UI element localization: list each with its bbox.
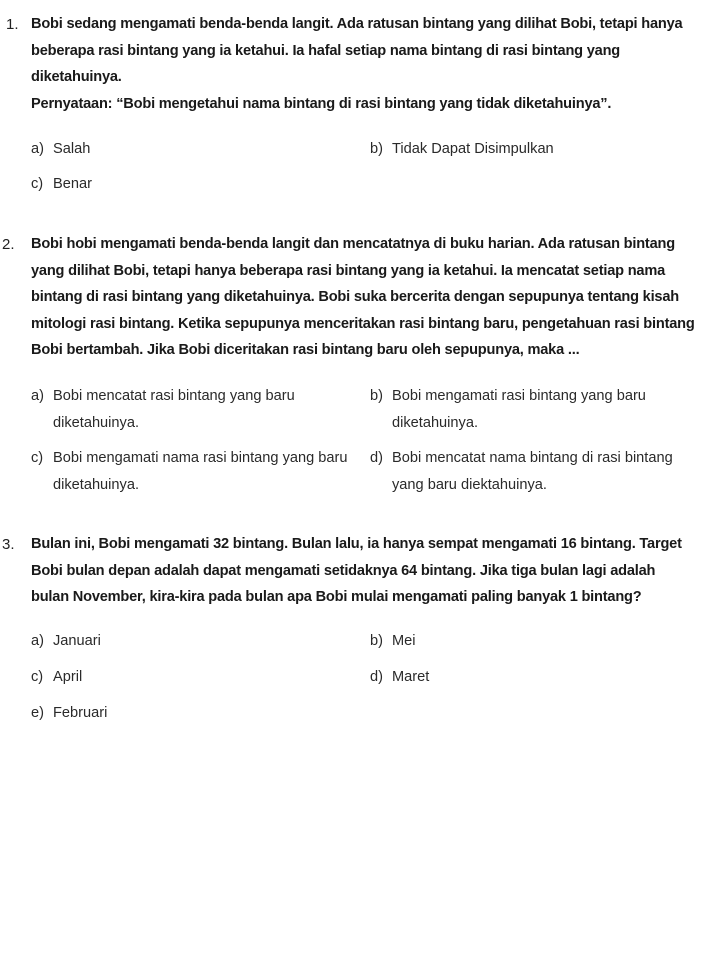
option-label: e) (31, 705, 44, 721)
option-text: Bobi mengamati nama rasi bintang yang baru (53, 450, 348, 466)
option-label: c) (31, 669, 44, 685)
option-text-cont: yang baru diektahuinya. (392, 477, 547, 493)
option-label: b) (370, 633, 383, 649)
option-text-cont: diketahuinya. (392, 415, 479, 431)
question-text (31, 11, 696, 117)
option-text: Bobi mencatat nama bintang di rasi bintang (392, 450, 673, 466)
option-label: d) (370, 669, 383, 685)
question-text: Bulan ini, Bobi mengamati 32 bintang. Bulan lalu, ia hanya sempat mengamati 16 bintang. Target Bobi bulan depan adalah dapat mengamati setidaknya 64 bintang. Jika tiga bulan lagi adalah bulan November, kira-kira pada bulan apa Bobi mulai mengamati paling banyak 1 bintang? (31, 536, 682, 605)
option-text: Mei (392, 633, 416, 649)
option-label: a) (31, 141, 44, 157)
option-text: Maret (392, 669, 430, 685)
option-label: a) (31, 633, 44, 649)
option-text: April (53, 669, 83, 685)
option-label: a) (31, 388, 44, 404)
option-label: d) (370, 450, 383, 466)
option-text: Tidak Dapat Disimpulkan (392, 141, 554, 157)
option-text-cont: diketahuinya. (53, 477, 140, 493)
question-text: Bobi hobi mengamati benda-benda langit dan mencatatnya di buku harian. Ada ratusan bintang yang dilihat Bobi, tetapi hanya beberapa rasi bintang yang ia ketahui. Ia mencatat setiap nama bintang di rasi bintang yang diketahuinya. Bobi suka bercerita dengan sepupunya tentang kisah mitologi rasi bintang. Ketika sepupunya menceritakan rasi bintang baru, pengetahuan rasi bintang Bobi bertambah. Jika Bobi diceritakan rasi bintang baru oleh sepupunya, maka ... (31, 236, 695, 358)
option-label: c) (31, 450, 44, 466)
option-label: c) (31, 176, 44, 192)
question-number: 1. (6, 16, 19, 33)
option-text: Februari (53, 705, 108, 721)
question-statement: Pernyataan: “Bobi mengetahui nama bintang di rasi bintang yang tidak diketahuinya”. (31, 95, 612, 112)
question-number: 3. (2, 536, 15, 553)
option-text: Bobi mencatat rasi bintang yang baru (53, 388, 295, 404)
option-text: Salah (53, 141, 91, 157)
option-label: b) (370, 388, 383, 404)
question-number: 2. (2, 236, 15, 253)
option-text: Benar (53, 176, 92, 192)
option-text: Januari (53, 633, 101, 649)
option-text: Bobi mengamati rasi bintang yang baru (392, 388, 646, 404)
question-body: Bobi sedang mengamati benda-benda langit. Ada ratusan bintang yang dilihat Bobi, tetapi hanya beberapa rasi bintang yang ia ketahui. Ia hafal setiap nama bintang di rasi bintang yang diketahuinya. (31, 16, 683, 85)
option-text-cont: diketahuinya. (53, 415, 140, 431)
option-label: b) (370, 141, 383, 157)
